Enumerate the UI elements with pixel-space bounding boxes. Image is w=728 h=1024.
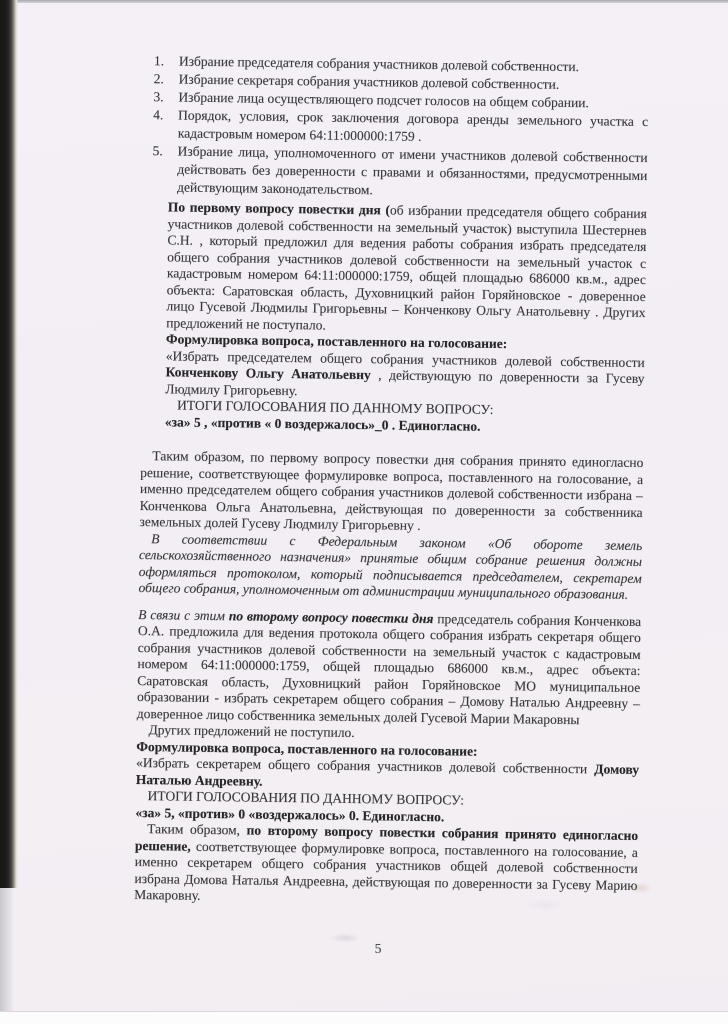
scan-edge-shadow	[0, 0, 18, 888]
list-item-number: 3.	[153, 89, 164, 105]
list-item-text: Избрание председателя собрания участников долевой собственности.	[178, 53, 580, 75]
list-item	[152, 142, 648, 203]
text-run: по второму вопросу повестки дня	[228, 607, 434, 626]
paragraph	[138, 530, 642, 603]
text-run: председатель собрания Конченкова О.А. предложила для ведения протокола общего собрания избрать секретаря общего собрания участников долевой собственности на земельный участок с кадастровым номером 64:11:000000:1759, общей площадью 686000 кв.м., адрес объекта: Саратовская область, Духовницкий район Горяйновское МО муниципальное образовании - избрать секретарем общего собрания – Домову Наталью Андреевну – доверенное лицо собственника земельных долей Гусевой Марии Макаровны	[136, 610, 642, 727]
list-item-text: Порядок, условия, срок заключения договора аренды земельного участка с кадастровым номером 64:11:000000:1759 .	[177, 107, 649, 144]
text-run: об избрании председателя общего собрания участников долевой собственности на земельный участок) выступила Шестернев С.Н. , который предложил для ведения работы собрания избрать председателя общего собрания участников долевой собственности на земельный участок с кадастровым номером 64:11:000000:1759, общей площадью 686000 кв.м., адрес объекта: Саратовская область, Духовницкий район Горяйновское - доверенное лицо Гусевой Людмилы Григорьевны – Конченкову Ольгу Анатольевну . Других предложений не поступало.	[166, 202, 647, 333]
text-run: Других предложений не поступило.	[148, 722, 355, 740]
text-run: Формулировка вопроса, поставленного на голосование:	[136, 738, 478, 759]
text-run: В соответствии с Федеральным законом «Об обороте земель сельскохозяйственного назначения» принятые общим собрание решения должны оформляться протоколом, который подписывается председателем, секретарем общего собрания, уполномоченным от администрации муниципального образования.	[138, 530, 643, 602]
list-item-number: 1.	[153, 53, 165, 69]
text-run: ИТОГИ ГОЛОСОВАНИЯ ПО ДАННОМУ ВОПРОСУ:	[176, 397, 494, 417]
list-item-text: Избрание лица, уполномоченного от имени участников долевой собственности действовать без доверенности с правами и обязанностями, предусмотренными действующим законодательством.	[177, 143, 648, 198]
text-run: «Избрать секретарем общего собрания участников долевой собственности	[135, 754, 595, 777]
text-run: По первому вопросу повестки дня (	[167, 199, 391, 218]
list-item-number: 4.	[153, 107, 164, 123]
text-run: В связи с этим	[138, 606, 229, 623]
list-item-text: Избрание секретаря собрания участников долевой собственности.	[178, 71, 560, 92]
text-run: Таким образом,	[147, 821, 247, 838]
paragraph	[137, 606, 642, 729]
agenda-list	[152, 52, 649, 203]
text-run: Таким образом, по первому вопросу повестки дня собрания принято единогласно решение, соответствующее формулировке вопроса, поставленного на голосование, а именно председателем общего собрания участников долевой собственности избрана – Конченкова Ольга Анатольевна, действующая по доверенности за собственника земельных долей Гусеву Людмилу Григорьевну .	[139, 448, 644, 533]
text-run: соответствующее формулировке вопроса, поставленного на голосование, а именно секретарем общего собрания участников общей долевой собственности избрана Домова Наталья Андреевна, действующая по доверенности за Гусеву Марию Макаровну.	[134, 838, 638, 903]
text-run: ИТОГИ ГОЛОСОВАНИЯ ПО ДАННОМУ ВОПРОСУ:	[147, 788, 465, 808]
list-item-number: 2.	[153, 71, 164, 87]
page-number: 5	[374, 941, 382, 956]
text-run: по второму вопросу повестки собрания принято единогласно решение,	[134, 822, 639, 854]
list-item-text: Избрание лица осуществляющего подсчет голосов на общем собрании.	[178, 89, 589, 111]
text-run: «за» 5, «против» 0 «воздержалось» 0. Единогласно.	[135, 804, 445, 824]
paragraph	[134, 821, 638, 911]
text-run: «за» 5 , «против « 0 воздержалось»_0 . Единогласно.	[164, 413, 481, 434]
paragraph	[166, 199, 647, 338]
scan-edge-top	[0, 0, 728, 3]
text-run: Домову Наталью Андреевну.	[135, 761, 640, 789]
text-run: Формулировка вопроса, поставленного на голосование:	[165, 331, 508, 352]
text-run: , действующую по доверенности за Гусеву Людмилу Григорьевну.	[165, 367, 645, 398]
document-content	[134, 52, 649, 910]
text-run: «Избрать председателем общего собрания участников долевой собственности	[165, 347, 645, 370]
scanner-bed-strip	[0, 1011, 728, 1024]
paragraph	[139, 448, 643, 538]
text-run: Конченкову Ольгу Анатольевну	[165, 364, 371, 383]
list-item-number: 5.	[152, 143, 163, 159]
paragraph	[165, 348, 645, 404]
